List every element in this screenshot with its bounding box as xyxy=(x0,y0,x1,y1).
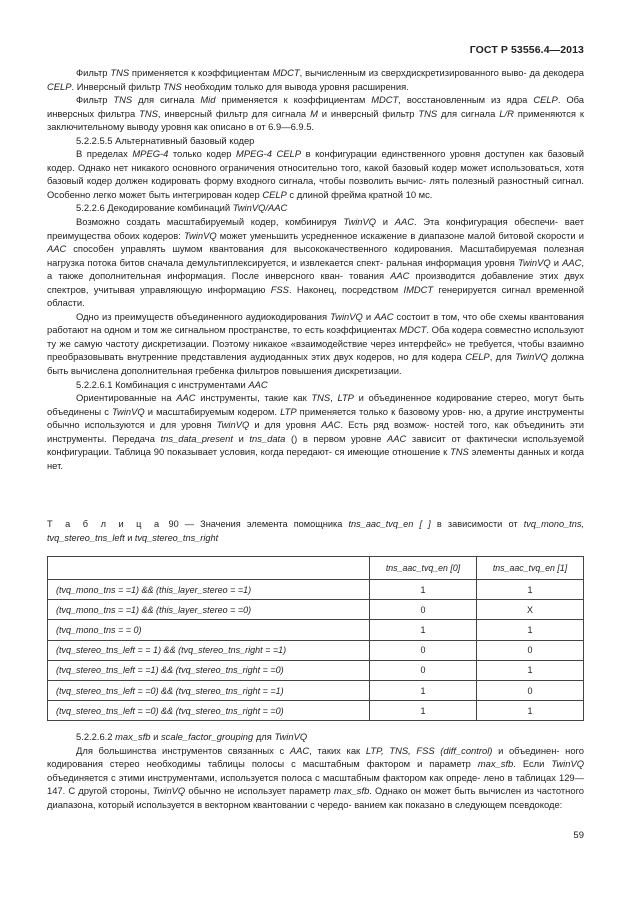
table-header-cell: tns_aac_tvq_en [0] xyxy=(370,557,477,580)
table-header-cell xyxy=(48,557,370,580)
paragraph: В пределах MPEG-4 только кодер MPEG-4 CELP в конфигурации единственного уровня доступен как базовый кодер. Однако нет никакого основного ограничения относительно того, какой базовый кодер может использоваться, хотя базовый кодер должен кодировать форму входного сигнала, чтобы позволить вычис- лять полезный разностный сигнал. Особенно легко может быть интегрирован кодер CELP с длиной фрейма кратной 10 мс. xyxy=(47,148,584,200)
condition-cell: (tvq_mono_tns = =1) && (this_layer_stereo = =0) xyxy=(48,600,370,620)
table-caption xyxy=(47,518,584,545)
value-cell: 1 xyxy=(477,660,584,680)
value-cell: 1 xyxy=(370,620,477,640)
table-row xyxy=(48,640,584,660)
table-90 xyxy=(47,556,584,721)
paragraph: Фильтр TNS для сигнала Mid применяется к коэффициентам MDCT, восстановленным из ядра CELP. Оба инверсных фильтра TNS, инверсный фильтр для сигнала M и инверсный фильтр TNS для сигнала L/R применяются к заключительному выводу уровня как описано в от 6.9—6.9.5. xyxy=(47,94,585,133)
standard-number: ГОСТ Р 53556.4—2013 xyxy=(469,44,584,56)
value-cell: 0 xyxy=(370,660,477,680)
page-number: 59 xyxy=(573,830,584,841)
value-cell: 1 xyxy=(370,701,477,721)
table-row xyxy=(48,701,584,721)
table-row xyxy=(48,660,584,680)
section-heading: 5.2.2.5.5 Альтернативный базовый кодер xyxy=(76,134,255,146)
value-cell: 1 xyxy=(477,620,584,640)
value-cell: 0 xyxy=(370,640,477,660)
value-cell: X xyxy=(477,600,584,620)
table-row xyxy=(48,580,584,600)
value-cell: 0 xyxy=(477,640,584,660)
table-row xyxy=(48,680,584,700)
paragraph: Фильтр TNS применяется к коэффициентам MDCT, вычисленным из сверхдискретизированного выво- да декодера CELP. Инверсный фильтр TNS необходим только для вывода уровня расширения. xyxy=(47,67,584,92)
value-cell: 1 xyxy=(370,680,477,700)
paragraph: Одно из преимуществ объединенного аудиокодирования TwinVQ и AAC состоит в том, что обе схемы квантования работают на одном и том же сигнальном пространстве, то есть коэффициентах MDCT. Оба кодера совместно используют ту же самую частоту дискретизации. Поэтому никакое «взаимодействие через интерфейс» не требуется, чтобы взаимно преобразовывать внутренние представления аудиоданных этих двух кодеров, но для кодера CELP, для TwinVQ должна быть вычислена дополнительная гребенка фильтров повышения дискретизации. xyxy=(47,310,584,377)
condition-cell: (tvq_stereo_tns_left = =0) && (tvq_stereo_tns_right = =1) xyxy=(48,680,370,700)
condition-cell: (tvq_mono_tns = = 0) xyxy=(48,620,370,640)
table-row xyxy=(48,620,584,640)
table-header-row xyxy=(48,557,584,580)
value-cell: 1 xyxy=(370,580,477,600)
section-heading: 5.2.2.6 Декодирование комбинаций TwinVQ/AAC xyxy=(76,202,288,214)
table-caption-label: Т а б л и ц а xyxy=(47,519,163,529)
paragraph: Для большинства инструментов связанных с AAC, таких как LTP, TNS, FSS (diff_control) и объединен- ного кодирования стерео необходимы таблицы полосы с масштабным фактором и параметр max_sfb. Если TwinVQ объединяется с этими инструментами, используется полоса с масштабным фактором как опреде- лено в таблицах 129—147. С другой стороны, TwinVQ обычно не использует параметр max_sfb. Однако он может быть вычислен из частотного диапазона, который используется в векторном квантовании с чередо- ванием как показано в следующем псевдокоде: xyxy=(47,744,584,810)
value-cell: 0 xyxy=(370,600,477,620)
table-header-cell: tns_aac_tvq_en [1] xyxy=(477,557,584,580)
value-cell: 0 xyxy=(477,680,584,700)
section-heading: 5.2.2.6.2 max_sfb и scale_factor_grouping для TwinVQ xyxy=(76,731,308,742)
condition-cell: (tvq_mono_tns = =1) && (this_layer_stereo = =1) xyxy=(48,580,370,600)
body-text xyxy=(47,66,584,472)
table-body xyxy=(48,580,584,721)
paragraph: Ориентированные на AAC инструменты, такие как TNS, LTP и объединенное кодирование стерео, могут быть объединены с TwinVQ и масштабируемым кодером. LTP применяется только к базовому уров- ню, а другие инструменты обычно используются и для уровня TwinVQ и для уровня AAC. Есть ряд возмож- ностей того, как объединить эти инструменты. Передача tns_data_present и tns_data () в первом уровне AAC зависит от фактически используемой конфигурации. Таблица 90 показывает условия, когда передают- ся имеющие отношение к TNS элементы данных и когда нет. xyxy=(47,392,585,471)
section-heading: 5.2.2.6.1 Комбинация с инструментами AAC xyxy=(76,378,268,390)
value-cell: 1 xyxy=(477,701,584,721)
table-caption-text: 90 — Значения элемента помощника tns_aac_tvq_en [ ] в зависимости от tvq_mono_tns, tvq_stereo_tns_left и tvq_stereo_tns_right xyxy=(47,519,584,543)
body-text-continued xyxy=(47,730,584,811)
condition-cell: (tvq_stereo_tns_left = =0) && (tvq_stereo_tns_right = =0) xyxy=(48,701,370,721)
value-cell: 1 xyxy=(477,580,584,600)
table-row xyxy=(48,600,584,620)
condition-cell: (tvq_stereo_tns_left = = 1) && (tvq_stereo_tns_right = =1) xyxy=(48,640,370,660)
paragraph: Возможно создать масштабируемый кодер, комбинируя TwinVQ и AAC. Эта конфигурация обеспечи- вает преимущества обоих кодеров: TwinVQ может уменьшить усредненное искажение в диапазоне малой битовой скорости и AAC способен управлять шумом квантования для высококачественного кодирования. Масштабируемая полезная нагрузка потока битов сначала демультиплексируется, и извлекается спект- ральная информация уровня TwinVQ и AAC, а также дополнительная информация. После инверсного кван- тования AAC производится добавление этих двух спектров, учитывая управляющую информацию FSS. Наконец, посредством IMDCT генерируется сигнал временной области. xyxy=(47,216,585,309)
condition-cell: (tvq_stereo_tns_left = =1) && (tvq_stereo_tns_right = =0) xyxy=(48,660,370,680)
